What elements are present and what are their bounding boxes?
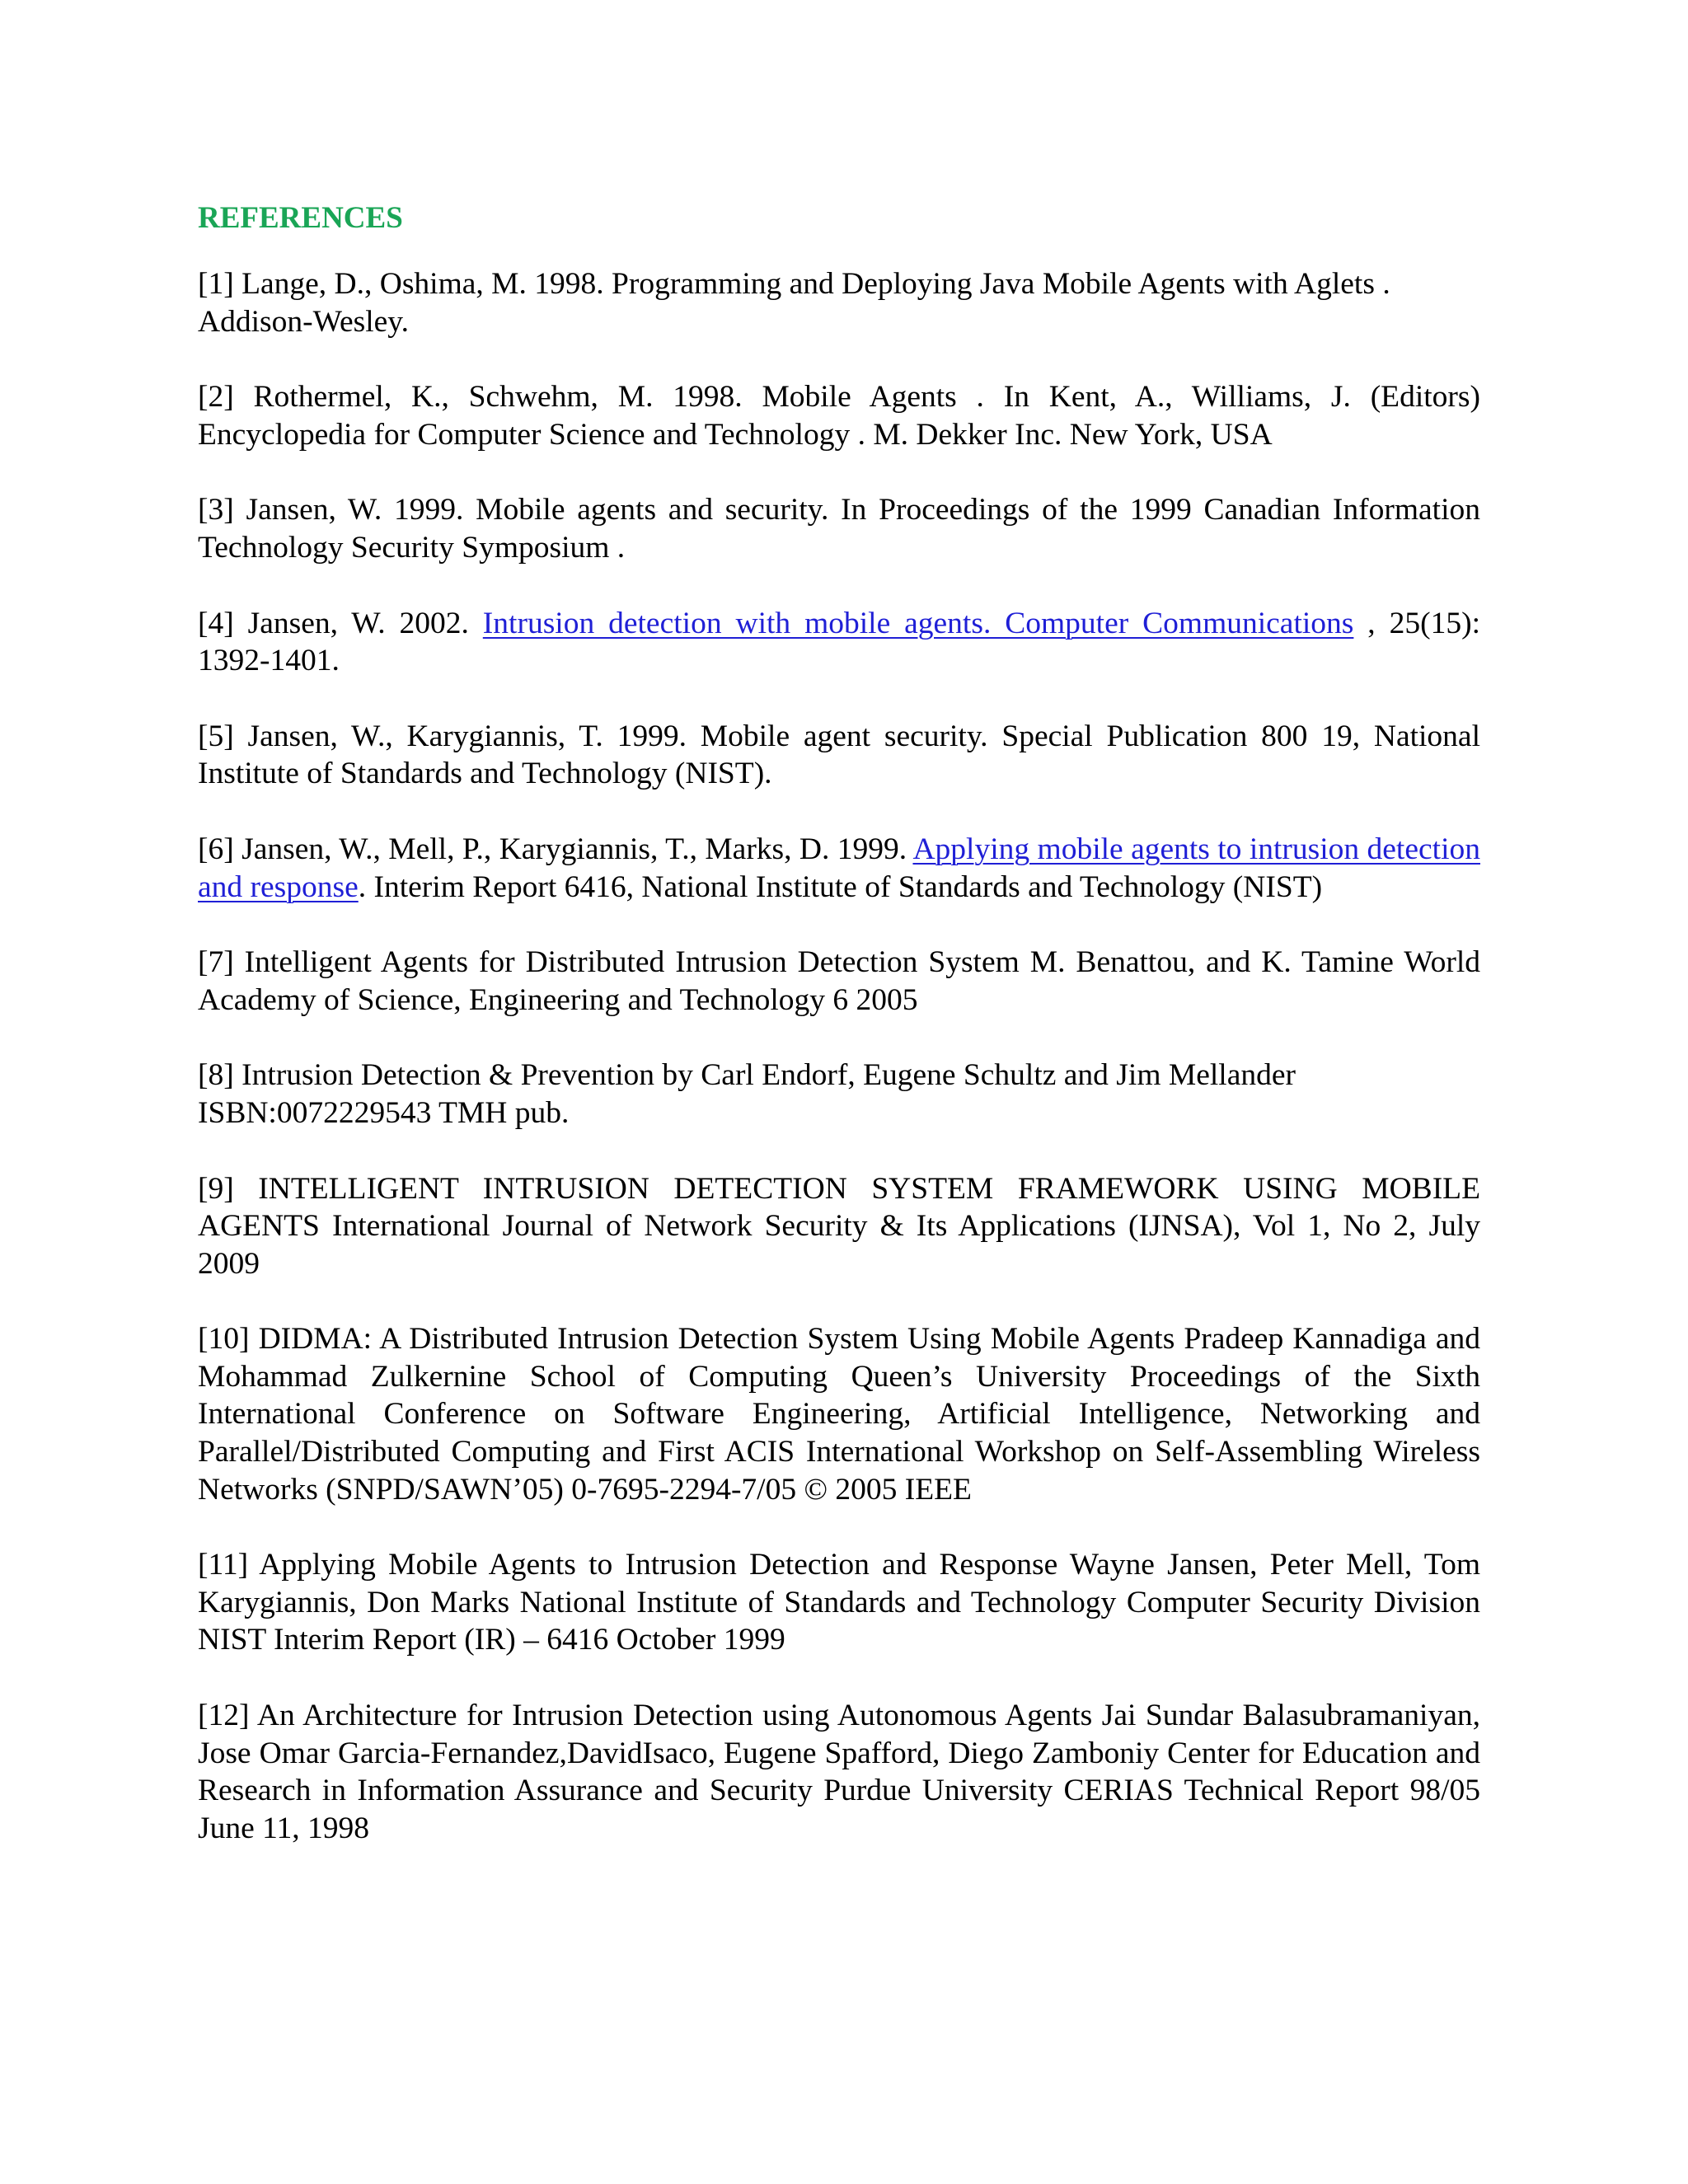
reference-item bbox=[198, 1320, 1480, 1508]
reference-item bbox=[198, 718, 1480, 793]
reference-item bbox=[198, 491, 1480, 566]
reference-item bbox=[198, 1170, 1480, 1283]
reference-item bbox=[198, 265, 1480, 340]
reference-text: [6] Jansen, W., Mell, P., Karygiannis, T., Marks, D. 1999. bbox=[198, 832, 913, 866]
reference-text: [10] DIDMA: A Distributed Intrusion Detection System Using Mobile Agents Pradeep Kannadiga and Mohammad Zulkernine School of Computing Queen’s University Proceedings of the Sixth International Conference on Software Engineering, Artificial Intelligence, Networking and Parallel/Distributed Computing and First ACIS International Workshop on Self-Assembling Wireless Networks (SNPD/SAWN’05) 0-7695-2294-7/05 © 2005 IEEE bbox=[198, 1322, 1480, 1507]
reference-text: [4] Jansen, W. 2002. bbox=[198, 606, 483, 640]
references-heading: REFERENCES bbox=[198, 201, 403, 235]
reference-text: [5] Jansen, W., Karygiannis, T. 1999. Mobile agent security. Special Publication 800 19, National Institute of Standards and Technology (NIST). bbox=[198, 719, 1480, 791]
reference-text: [12] An Architecture for Intrusion Detection using Autonomous Agents Jai Sundar Balasubramaniyan, Jose Omar Garcia-Fernandez,DavidIsaco, Eugene Spafford, Diego Zamboniy Center for Education and Research in Information Assurance and Security Purdue University CERIAS Technical Report 98/05 June 11, 1998 bbox=[198, 1699, 1480, 1845]
reference-list bbox=[198, 265, 1480, 1847]
reference-text: [3] Jansen, W. 1999. Mobile agents and security. In Proceedings of the 1999 Canadian Information Technology Security Symposium . bbox=[198, 493, 1480, 565]
reference-item bbox=[198, 831, 1480, 906]
reference-text: [11] Applying Mobile Agents to Intrusion Detection and Response Wayne Jansen, Peter Mell, Tom Karygiannis, Don Marks National Institute of Standards and Technology Computer Security Division NIST Interim Report (IR) – 6416 October 1999 bbox=[198, 1548, 1480, 1657]
reference-item bbox=[198, 605, 1480, 680]
reference-text: , 25(15): 1392-1401. bbox=[198, 606, 1481, 678]
reference-text: [9] INTELLIGENT INTRUSION DETECTION SYSTEM FRAMEWORK USING MOBILE AGENTS International Journal of Network Security & Its Applications (IJNSA), Vol 1, No 2, July 2009 bbox=[198, 1171, 1480, 1281]
reference-link[interactable]: Applying mobile agents to intrusion detection and response bbox=[198, 832, 1480, 904]
document-page bbox=[198, 196, 1480, 1885]
reference-item bbox=[198, 1546, 1480, 1659]
reference-item bbox=[198, 1057, 1480, 1132]
reference-text: [1] Lange, D., Oshima, M. 1998. Programming and Deploying Java Mobile Agents with Aglets . Addison-Wesley. bbox=[198, 267, 1390, 339]
reference-text: [7] Intelligent Agents for Distributed Intrusion Detection System M. Benattou, and K. Tamine World Academy of Science, Engineering and Technology 6 2005 bbox=[198, 945, 1480, 1017]
reference-link[interactable]: Intrusion detection with mobile agents. Computer Communications bbox=[482, 606, 1354, 640]
reference-item bbox=[198, 944, 1480, 1019]
reference-item bbox=[198, 1697, 1480, 1847]
reference-text: [2] Rothermel, K., Schwehm, M. 1998. Mobile Agents . In Kent, A., Williams, J. (Editors) Encyclopedia for Computer Science and Technology . M. Dekker Inc. New York, USA bbox=[198, 380, 1480, 452]
reference-text: [8] Intrusion Detection & Prevention by Carl Endorf, Eugene Schultz and Jim Mellander ISBN:0072229543 TMH pub. bbox=[198, 1058, 1296, 1130]
reference-item bbox=[198, 378, 1480, 453]
reference-text: . Interim Report 6416, National Institute of Standards and Technology (NIST) bbox=[358, 869, 1323, 904]
